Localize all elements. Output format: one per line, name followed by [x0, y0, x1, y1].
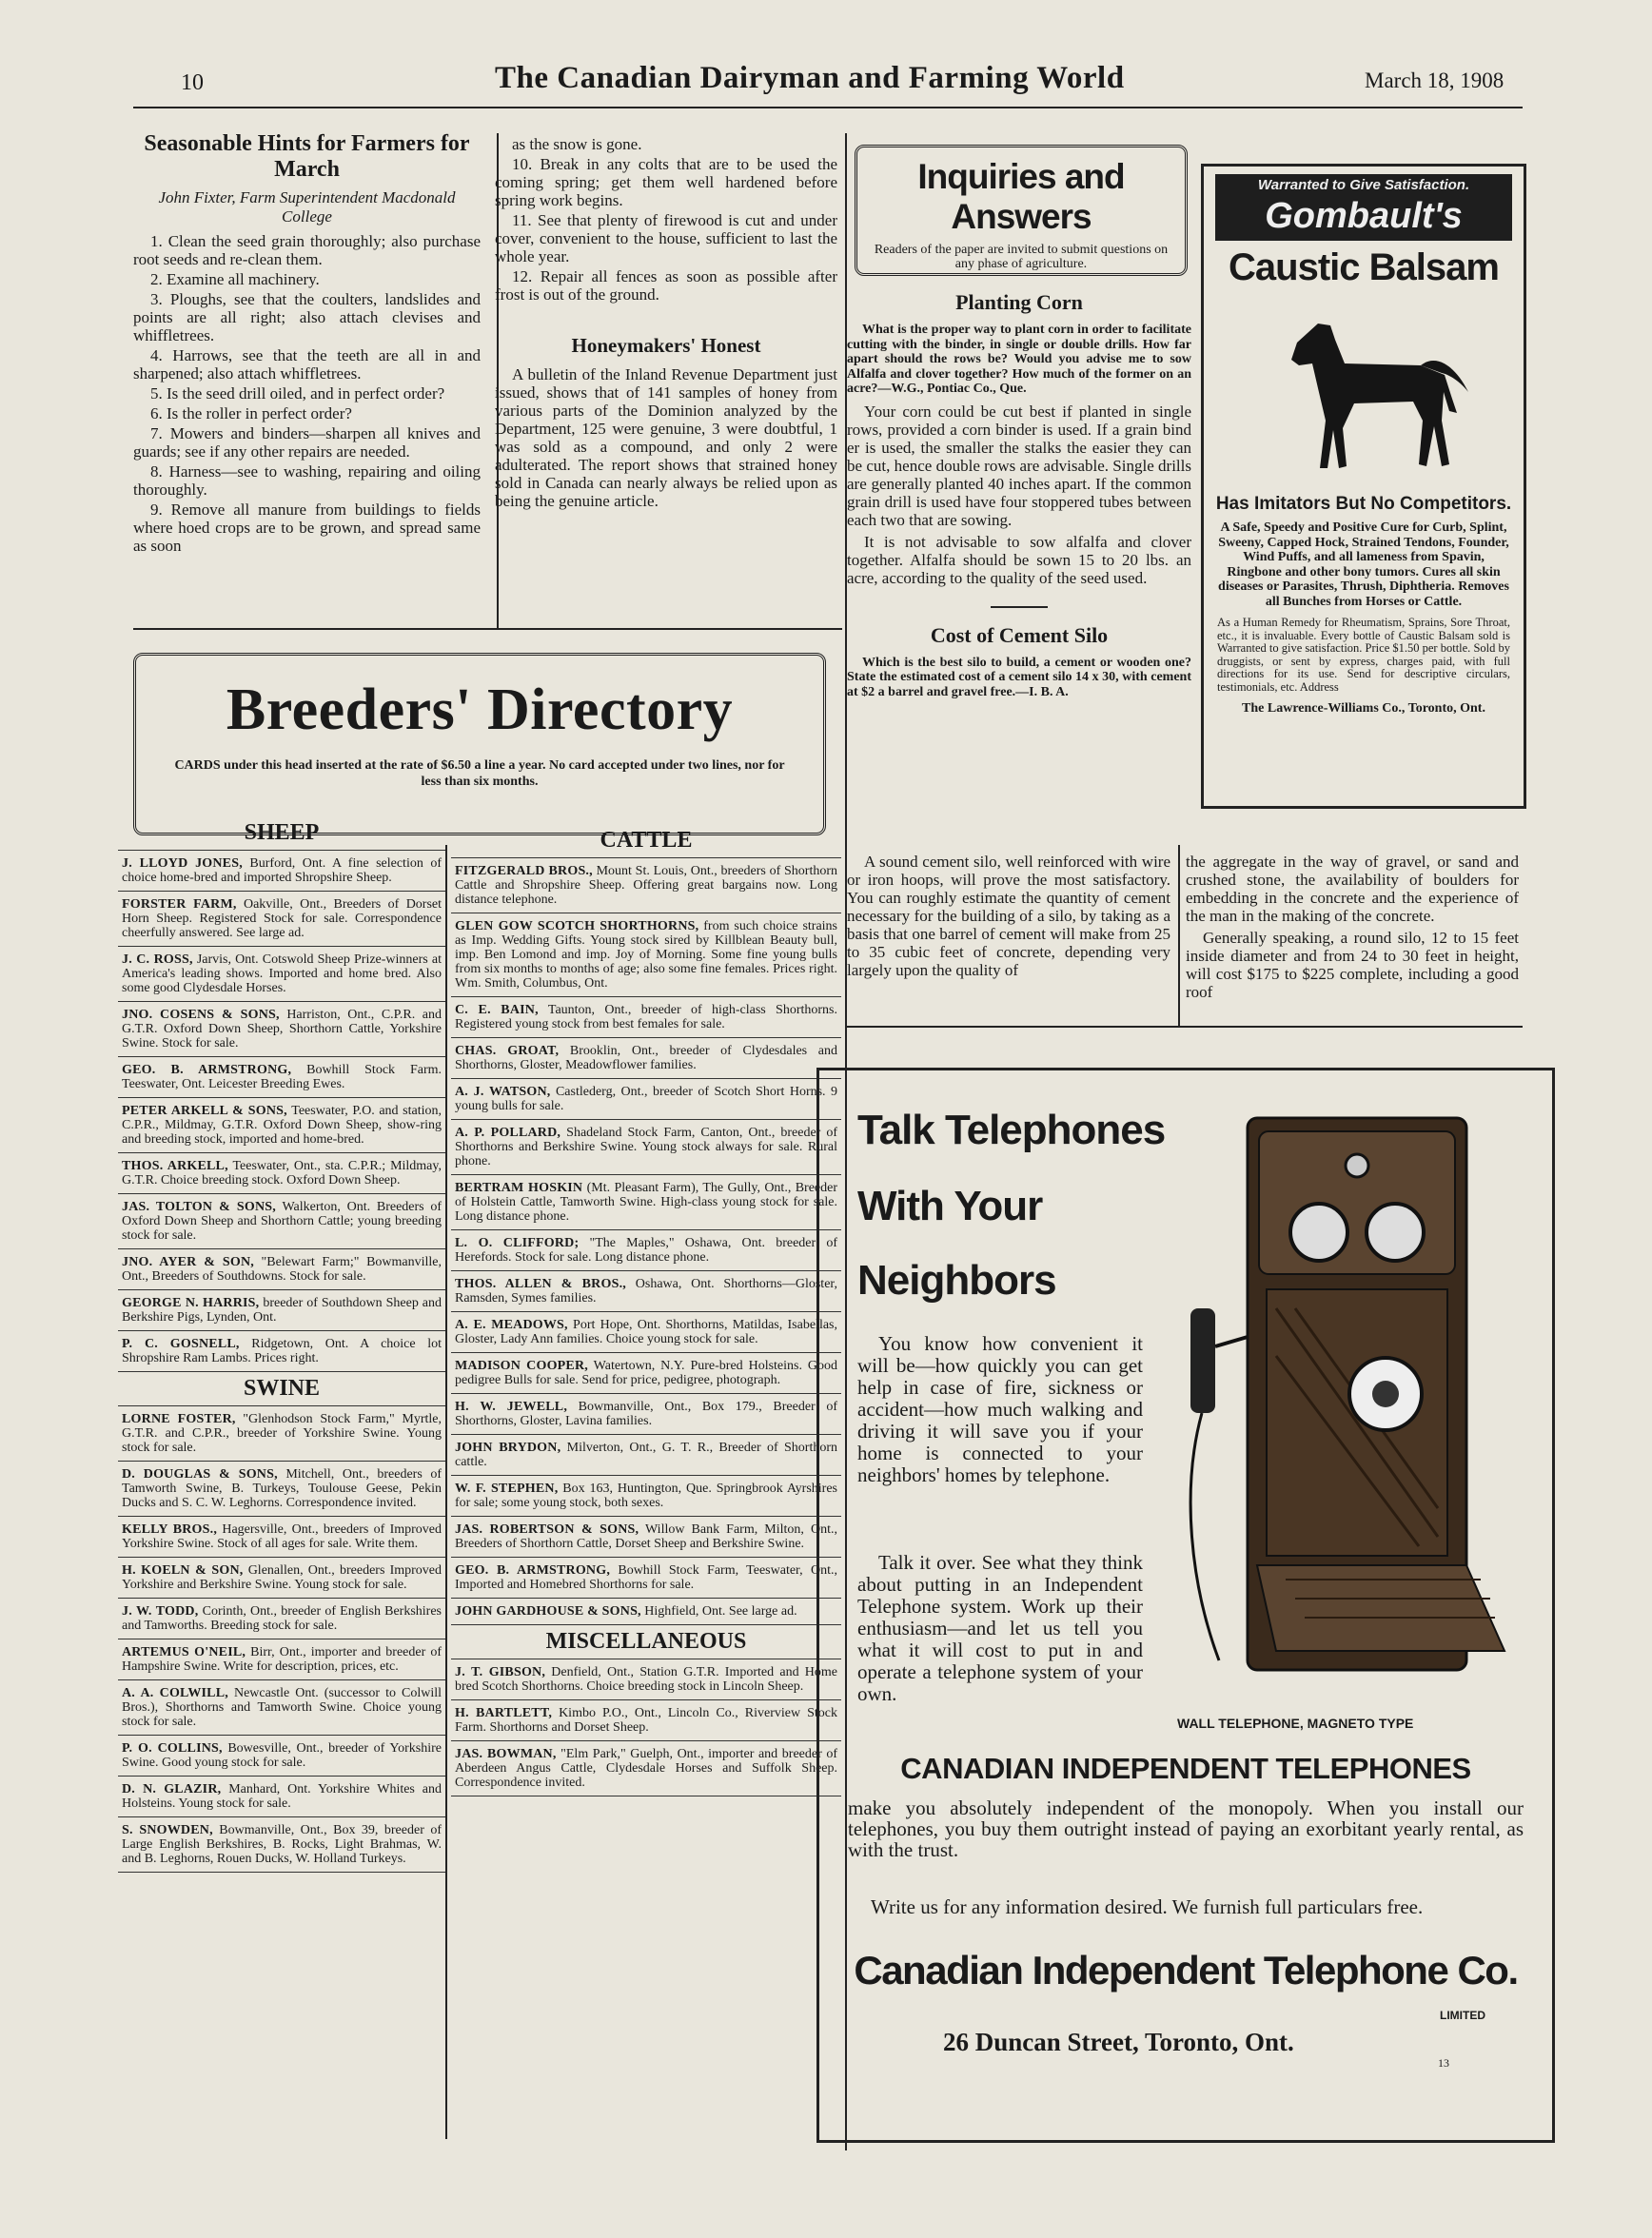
directory-entry [118, 1098, 445, 1153]
directory-entry [451, 858, 841, 913]
ad-code: 13 [1438, 2056, 1449, 2070]
breeder-details: Harriston, Ont., C.P.R. and G.T.R. Oxford Down Sheep, Shorthorn Cattle, Yorkshire Swine. Stock for sale. [122, 1008, 442, 1050]
divider [133, 628, 842, 630]
directory-entry [451, 1394, 841, 1435]
directory-notice: CARDS under this head inserted at the rate of $6.50 a line a year. No card accepted under two lines, nor for less than six months. [174, 758, 785, 789]
breeder-details: Port Hope, Ont. Shorthorns, Matildas, Isabellas, Gloster, Lady Ann families. Choice young stock for sale. [455, 1318, 837, 1346]
breeder-details: Bowmanville, Ont., Box 39, breeder of Large English Berkshires, B. Rocks, Light Brahmas, W. and B. Leghorns, Rouen Ducks, W. Holland Turkeys. [122, 1823, 442, 1866]
list-item: 1. Clean the seed grain thoroughly; also purchase root seeds and re-clean them. [133, 232, 481, 268]
ad-headline-1: Talk Telephones [857, 1107, 1166, 1153]
breeder-name: A. J. WATSON, [455, 1085, 551, 1099]
silo-answer-left: A sound cement silo, well reinforced with wire or iron hoops, will prove the most satisfactory. You can roughly estimate the quantity of cement necessary for the building of a silo, by taking as a basis that one barrel of cement will make from 25 to 35 cubic feet of concrete, depending very largely upon the quality of [847, 853, 1170, 979]
directory-left-column [118, 820, 445, 1873]
directory-entry [451, 1271, 841, 1312]
hints-continued-list [495, 135, 837, 304]
directory-entry [118, 1777, 445, 1817]
ad-paragraph: Talk it over. See what they think about putting in an Independent Telephone system. Work up their enthusiasm—and let us tell you what it will cost to put in and operate a telephone system of your own. [857, 1551, 1143, 1705]
list-item: 12. Repair all fences as soon as possible after frost is out of the ground. [495, 267, 837, 304]
directory-entry [451, 1476, 841, 1517]
breeder-details: Manhard, Ont. Yorkshire Whites and Holsteins. Young stock for sale. [122, 1782, 442, 1811]
directory-entry [451, 1435, 841, 1476]
inquiries-title: Inquiries and Answers [917, 157, 1125, 236]
divider [845, 1026, 1523, 1028]
seasonable-hints-article [133, 131, 481, 557]
breeder-details: Walkerton, Ont. Breeders of Oxford Down Sheep and Shorthorn Cattle; young breeding stock for sale. [122, 1200, 442, 1243]
breeder-name: PETER ARKELL & SONS, [122, 1104, 287, 1118]
seasonable-hints-continued [495, 135, 837, 510]
telephone-ad [816, 1068, 1555, 2143]
section-title-swine: SWINE [118, 1372, 445, 1406]
company-limited: LIMITED [1440, 2009, 1485, 2022]
issue-date: March 18, 1908 [1365, 69, 1504, 92]
breeder-details: Teeswater, P.O. and station, C.P.R., Mildmay, G.T.R. Oxford Down Sheep, show-ring and breeding stock, imported and home-bred. [122, 1104, 442, 1147]
swine-list [118, 1406, 445, 1873]
breeder-name: H. W. JEWELL, [455, 1400, 568, 1414]
breeder-details: Taunton, Ont., breeder of high-class Shorthorns. Registered young stock from best females for sale. [455, 1003, 837, 1031]
ad-headline-2: With Your [857, 1183, 1043, 1229]
breeder-name: J. T. GIBSON, [455, 1665, 546, 1679]
answer-text: It is not advisable to sow alfalfa and clover together. Alfalfa should be sown 15 to 20 lbs. an acre, according to the quality of the seed used. [847, 532, 1191, 587]
article-title: Planting Corn [955, 290, 1083, 314]
breeder-name: KELLY BROS., [122, 1522, 218, 1537]
breeder-name: JOHN BRYDON, [455, 1441, 561, 1455]
wall-telephone-icon [1152, 1090, 1533, 1698]
hints-list [133, 232, 481, 555]
misc-list [451, 1659, 841, 1796]
ad-company: The Lawrence-Williams Co., Toronto, Ont. [1242, 701, 1485, 716]
silo-answer-text: the aggregate in the way of gravel, or sand and crushed stone, the availability of boulders for embedding in the concrete and the experience of the man in the making of the concrete. [1186, 853, 1519, 925]
directory-entry [451, 1120, 841, 1175]
breeder-name: LORNE FOSTER, [122, 1412, 236, 1426]
breeder-name: A. P. POLLARD, [455, 1126, 561, 1140]
breeder-details: from such choice strains as Imp. Wedding Gifts. Young stock sired by Killblean Beauty bull, imp. Ben Lomond and imp. Joy of Morning. Some fine young bulls from six months to months of age; also some fine females. Prices right. Wm. Smith, Columbus, Ont. [455, 919, 838, 991]
list-item: 4. Harrows, see that the teeth are all in and sharpened; also attach whiffletrees. [133, 346, 481, 383]
directory-entry [118, 1462, 445, 1517]
breeder-name: H. BARTLETT, [455, 1706, 553, 1720]
list-item: 5. Is the seed drill oiled, and in perfect order? [150, 384, 445, 402]
column-divider [445, 845, 447, 2139]
answer-text: Your corn could be cut best if planted in single rows, provided a corn binder is used. If a grain bind er is used, the smaller the stalks the easier they can be cut, hence double rows are advisable. Single drills are generally planted 40 inches apart. If the common grain drill is used have four stoppered tubes between each two that are sowing. [847, 402, 1191, 529]
cattle-list [451, 858, 841, 1625]
breeder-details: "Glenhodson Stock Farm," Myrtle, G.T.R. and C.P.R., breeder of Yorkshire Swine. Young stock for sale. [122, 1412, 442, 1455]
company-name: Canadian Independent Telephone Co. [854, 1948, 1518, 1993]
directory-entry [118, 1331, 445, 1372]
honey-title: Honeymakers' Honest [571, 334, 761, 357]
breeder-name: THOS. ARKELL, [122, 1159, 228, 1173]
breeder-name: A. E. MEADOWS, [455, 1318, 568, 1332]
silo-answer-right [1186, 853, 1519, 1001]
breeder-details: Milverton, Ont., G. T. R., Breeder of Shorthorn cattle. [455, 1441, 838, 1469]
breeder-details: Birr, Ont., importer and breeder of Hampshire Swine. Write for description, prices, etc. [122, 1645, 442, 1674]
breeder-details: Shadeland Stock Farm, Canton, Ont., breeder of Shorthorns and Berkshire Swine. Young stock always for sale. Rural phone. [455, 1126, 838, 1168]
ad-brand: Gombault's [1215, 196, 1512, 241]
breeder-details: Jarvis, Ont. Cotswold Sheep Prize-winners at America's leading shows. Imported and home bred. Also some good Clydesdale Horses. [122, 952, 442, 995]
breeder-name: D. N. GLAZIR, [122, 1782, 222, 1796]
breeder-name: JAS. TOLTON & SONS, [122, 1200, 276, 1214]
question-text: What is the proper way to plant corn in order to facilitate cutting with the binder, in single or double drills. How far apart should the rows be? Would you advise me to sow Alfalfa and clover together? How much of the former on an acre?—W.G., Pontiac Co., Que. [847, 323, 1191, 396]
directory-entry [451, 1079, 841, 1120]
directory-entry [451, 1038, 841, 1079]
breeder-name: MADISON COOPER, [455, 1359, 588, 1373]
caustic-balsam-ad [1201, 164, 1526, 809]
breeder-details: (Mt. Pleasant Farm), The Gully, Ont., Breeder of Holstein Cattle, Tamworth Swine. High-class young stock for sale. Long distance phone. [455, 1181, 837, 1224]
breeder-name: H. KOELN & SON, [122, 1563, 244, 1578]
breeder-name: W. F. STEPHEN, [455, 1482, 559, 1496]
section-title-cattle: CATTLE [451, 828, 841, 858]
list-item: 3. Ploughs, see that the coulters, landslides and points are all right; also attach clevises and whiffletrees. [133, 290, 481, 344]
breeder-name: GLEN GOW SCOTCH SHORTHORNS, [455, 919, 699, 933]
directory-entry [118, 1057, 445, 1098]
ad-paragraph: make you absolutely independent of the monopoly. When you install our telephones, you buy them outright instead of paying an exorbitant yearly rental, as with the trust. [848, 1796, 1524, 1861]
list-item: 10. Break in any colts that are to be used the coming spring; get them well hardened before spring work begins. [495, 155, 837, 209]
breeder-name: JNO. COSENS & SONS, [122, 1008, 280, 1022]
breeder-details: Kimbo P.O., Ont., Lincoln Co., Riverview Stock Farm. Shorthorns and Dorset Sheep. [455, 1706, 838, 1735]
breeder-name: C. E. BAIN, [455, 1003, 539, 1017]
inquiries-header-box [855, 145, 1188, 276]
ad-tagline: Has Imitators But No Competitors. [1215, 494, 1512, 514]
breeder-name: JAS. BOWMAN, [455, 1747, 557, 1761]
breeder-details: Denfield, Ont., Station G.T.R. Imported and Home bred Scotch Shorthorns. Choice breeding stock in Lincoln Sheep. [455, 1665, 838, 1694]
directory-entry [118, 1599, 445, 1639]
article-title: Cost of Cement Silo [930, 622, 1109, 647]
directory-header-box [133, 653, 826, 835]
list-item: 7. Mowers and binders—sharpen all knives and guards; see if any other repairs are needed. [133, 424, 481, 461]
directory-entry [118, 1002, 445, 1057]
ad-headline-3: Neighbors [857, 1257, 1056, 1304]
directory-entry [118, 1249, 445, 1290]
directory-entry [118, 1406, 445, 1462]
directory-entry [118, 1194, 445, 1249]
breeder-name: P. O. COLLINS, [122, 1741, 223, 1756]
breeder-name: FITZGERALD BROS., [455, 864, 593, 878]
honey-body: A bulletin of the Inland Revenue Department just issued, shows that of 141 samples of honey from various parts of the Dominion analyzed by the Department, 125 were genuine, 3 were doubtful, 1 was sold as a compound, and only 2 were adulterated. The report shows that strained honey sold in Canada can nearly always be relied upon as being the genuine article. [495, 365, 837, 510]
breeder-details: Mitchell, Ont., breeders of Tamworth Swine, B. Turkeys, Toulouse Geese, Pekin Ducks and S. C. W. Leghorns. Correspondence invited. [122, 1467, 442, 1510]
breeder-details: breeder of Southdown Sheep and Berkshire Pigs, Lynden, Ont. [122, 1296, 442, 1325]
breeder-details: Burford, Ont. A fine selection of choice home-bred and imported Shropshire Sheep. [122, 856, 442, 885]
breeder-details: Mount St. Louis, Ont., breeders of Shorthorn Cattle and Shropshire Sheep. Offering great bargains now. Long distance telephone. [455, 864, 838, 907]
breeder-name: J. W. TODD, [122, 1604, 199, 1619]
list-item: 11. See that plenty of firewood is cut and under cover, convenient to the house, sufficient to last the whole year. [495, 211, 837, 265]
list-item: 2. Examine all machinery. [150, 270, 320, 288]
breeder-name: ARTEMUS O'NEIL, [122, 1645, 246, 1659]
directory-title: Breeders' Directory [226, 677, 734, 742]
company-headline: CANADIAN INDEPENDENT TELEPHONES [900, 1752, 1471, 1785]
breeder-name: THOS. ALLEN & BROS., [455, 1277, 626, 1291]
directory-entry [451, 1175, 841, 1230]
breeder-name: A. A. COLWILL, [122, 1686, 228, 1700]
directory-entry [451, 1517, 841, 1558]
question-text: Which is the best silo to build, a cement or wooden one? State the estimated cost of a cement silo 14 x 30, with cement at $2 a barrel and gravel free.—I. B. A. [847, 655, 1191, 699]
directory-entry [118, 1517, 445, 1558]
directory-entry [451, 1700, 841, 1741]
breeder-name: FORSTER FARM, [122, 897, 237, 912]
breeder-name: L. O. CLIFFORD; [455, 1236, 580, 1250]
breeder-details: Ridgetown, Ont. A choice lot Shropshire Ram Lambs. Prices right. [122, 1337, 442, 1365]
breeder-details: Glenallen, Ont., breeders Improved Yorkshire and Berkshire Swine. Young stock for sale. [122, 1563, 442, 1592]
directory-entry [118, 1290, 445, 1331]
horse-icon [1240, 297, 1487, 487]
ad-paragraph: Write us for any information desired. We furnish full particulars free. [871, 1895, 1424, 1918]
directory-entry [118, 1153, 445, 1194]
breeder-name: S. SNOWDEN, [122, 1823, 213, 1837]
breeder-name: D. DOUGLAS & SONS, [122, 1467, 278, 1482]
breeder-details: Oshawa, Ont. Shorthorns—Gloster, Ramsden, Symes families. [455, 1277, 838, 1306]
breeder-name: JOHN GARDHOUSE & SONS, [455, 1604, 641, 1619]
horse-illustration [1204, 297, 1524, 492]
directory-entry [451, 1558, 841, 1599]
ad-body: A Safe, Speedy and Positive Cure for Curb, Splint, Sweeny, Capped Hock, Strained Tendons, Founder, Wind Puffs, and all lameness from Spavin, Ringbone and other bony tumors. Cures all skin diseases or Parasites, Thrush, Diphtheria. Removes all Bunches from Horses or Cattle. [1218, 520, 1509, 609]
breeder-details: Teeswater, Ont., sta. C.P.R.; Mildmay, G.T.R. Choice breeding stock. Oxford Down Sheep. [122, 1159, 442, 1188]
breeder-details: Hagersville, Ont., breeders of Improved Yorkshire Swine. Stock of all ages for sale. Write them. [122, 1522, 442, 1551]
directory-entry [451, 913, 841, 997]
directory-entry [451, 1312, 841, 1353]
directory-entry [118, 1817, 445, 1873]
ad-warrant-banner: Warranted to Give Satisfaction. [1215, 174, 1512, 196]
short-rule [991, 606, 1048, 608]
directory-entry [451, 1230, 841, 1271]
breeder-name: GEO. B. ARMSTRONG, [455, 1563, 611, 1578]
breeder-name: BERTRAM HOSKIN [455, 1181, 583, 1195]
breeder-name: GEO. B. ARMSTRONG, [122, 1063, 292, 1077]
breeder-details: Oakville, Ont., Breeders of Dorset Horn Sheep. Registered Stock for sale. Correspondence cheerfully answered. See large ad. [122, 897, 442, 940]
section-title-misc: MISCELLANEOUS [451, 1625, 841, 1659]
breeder-details: Bowhill Stock Farm, Teeswater, Ont., Imported and Homebred Shorthorns for sale. [455, 1563, 837, 1592]
breeder-details: Highfield, Ont. See large ad. [644, 1604, 797, 1619]
ad-product: Caustic Balsam [1229, 246, 1499, 288]
ad-paragraph: You know how convenient it will be—how quickly you can get help in case of fire, sickness or accident—how much walking and driving it will save you if your home is connected to your neighbors' homes by telephone. [857, 1332, 1143, 1486]
breeder-details: Castlederg, Ont., breeder of Scotch Short Horns. 9 young bulls for sale. [455, 1085, 837, 1113]
breeder-details: Bowmanville, Ont., Box 179., Breeder of Shorthorns, Gloster, Lavina families. [455, 1400, 837, 1428]
list-item: as the snow is gone. [512, 135, 642, 153]
directory-entry [118, 947, 445, 1002]
section-title-sheep: SHEEP [118, 820, 445, 851]
breeder-details: Newcastle Ont. (successor to Colwill Bros.), Shorthorns and Tamworth Swine. Choice young stock for sale. [122, 1686, 442, 1729]
directory-right-column [451, 828, 841, 1796]
breeder-details: Brooklin, Ont., breeder of Clydesdales and Shorthorns, Gloster, Meadowflower families. [455, 1044, 838, 1072]
directory-entry [118, 851, 445, 892]
list-item: 6. Is the roller in perfect order? [150, 404, 352, 422]
breeder-details: Willow Bank Farm, Milton, Ont., Breeders of Shorthorn Cattle, Dorset Sheep and Berkshire Swine. [455, 1522, 838, 1551]
masthead: The Canadian Dairyman and Farming World [495, 61, 1125, 95]
directory-entry [451, 997, 841, 1038]
ad-body-2: As a Human Remedy for Rheumatism, Sprains, Sore Throat, etc., it is invaluable. Every bottle of Caustic Balsam sold is Warranted to give satisfaction. Price $1.50 per bottle. Sold by druggists, or sent by express, charges paid, with full directions for its use. Send for descriptive circulars, testimonials, etc. Address [1217, 616, 1510, 694]
directory-entry [118, 1558, 445, 1599]
breeder-name: GEORGE N. HARRIS, [122, 1296, 260, 1310]
breeder-details: "The Maples," Oshawa, Ont. breeder of Herefords. Stock for sale. Long distance phone. [455, 1236, 837, 1265]
illustration-caption: WALL TELEPHONE, MAGNETO TYPE [1177, 1716, 1414, 1731]
breeder-details: "Belewart Farm;" Bowmanville, Ont., Breeders of Southdowns. Stock for sale. [122, 1255, 442, 1284]
directory-entry [118, 1736, 445, 1777]
directory-entry [451, 1741, 841, 1796]
breeder-details: Bowesville, Ont., breeder of Yorkshire Swine. Good young stock for sale. [122, 1741, 442, 1770]
page-number: 10 [181, 70, 204, 95]
breeder-name: JAS. ROBERTSON & SONS, [455, 1522, 639, 1537]
breeder-details: "Elm Park," Guelph, Ont., importer and breeder of Aberdeen Angus Cattle, Clydesdale Horses and Suffolk Sheep. Correspondence invited. [455, 1747, 837, 1790]
company-address: 26 Duncan Street, Toronto, Ont. [943, 2028, 1294, 2056]
breeder-details: Bowhill Stock Farm. Teeswater, Ont. Leicester Breeding Ewes. [122, 1063, 442, 1091]
breeder-details: Watertown, N.Y. Pure-bred Holsteins. Good pedigree Bulls for sale. Send for price, pedigree, photograph. [455, 1359, 838, 1387]
sheep-list [118, 851, 445, 1372]
article-byline: John Fixter, Farm Superintendent Macdonald College [158, 188, 456, 226]
list-item: 9. Remove all manure from buildings to fields where hoed crops are to be grown, and spread same as soon [133, 501, 481, 555]
breeder-name: JNO. AYER & SON, [122, 1255, 254, 1269]
directory-entry [451, 1659, 841, 1700]
directory-entry [118, 1680, 445, 1736]
column-divider [1178, 845, 1180, 1026]
silo-answer-text: Generally speaking, a round silo, 12 to 15 feet inside diameter and from 24 to 30 feet in height, will cost $175 to $225 complete, including a good roof [1186, 929, 1519, 1001]
directory-entry [118, 1639, 445, 1680]
planting-corn-article [847, 290, 1191, 699]
breeder-name: J. LLOYD JONES, [122, 856, 243, 871]
directory-entry [451, 1353, 841, 1394]
breeder-name: CHAS. GROAT, [455, 1044, 560, 1058]
directory-entry [118, 892, 445, 947]
breeder-name: P. C. GOSNELL, [122, 1337, 240, 1351]
breeder-details: Box 163, Huntington, Que. Springbrook Ayrshires for sale; some young stock, both sexes. [455, 1482, 838, 1510]
breeder-details: Corinth, Ont., breeder of English Berkshires and Tamworths. Breeding stock for sale. [122, 1604, 442, 1633]
article-title: Seasonable Hints for Farmers for March [144, 131, 470, 182]
directory-entry [451, 1599, 841, 1625]
header-rule [133, 107, 1523, 108]
breeder-name: J. C. ROSS, [122, 952, 193, 967]
list-item: 8. Harness—see to washing, repairing and oiling thoroughly. [133, 462, 481, 499]
inquiries-subtitle: Readers of the paper are invited to submit questions on any phase of agriculture. [874, 243, 1169, 271]
